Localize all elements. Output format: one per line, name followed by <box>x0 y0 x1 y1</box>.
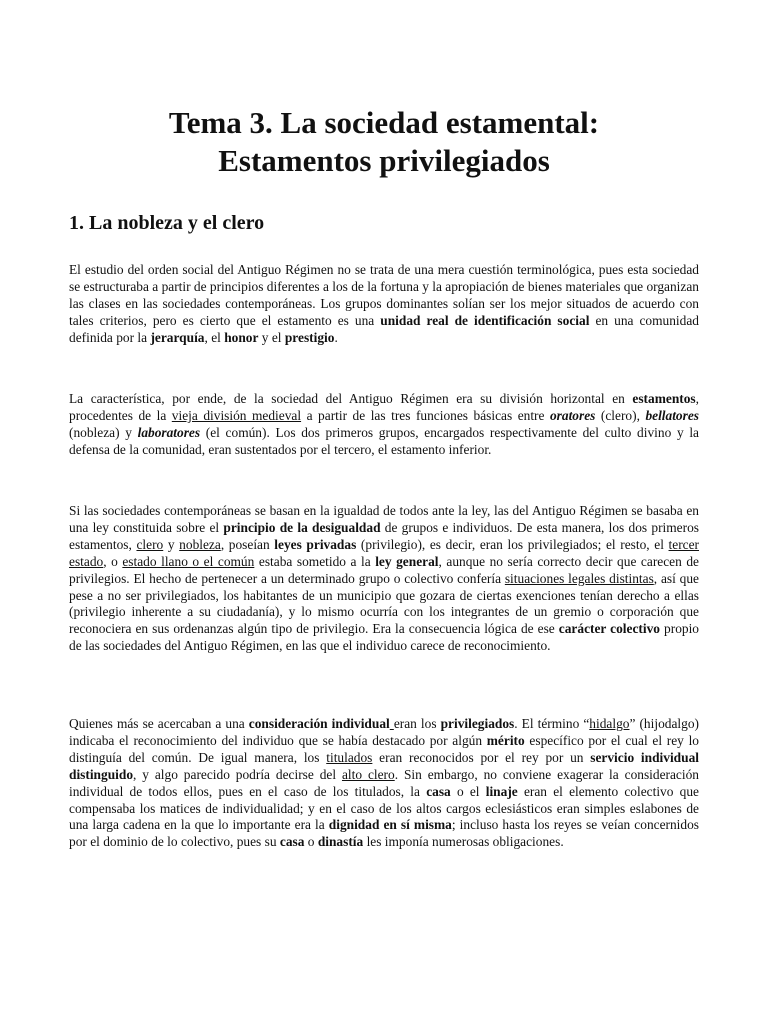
title-line-2: Estamentos privilegiados <box>218 143 550 178</box>
bold-term: casa <box>426 783 451 799</box>
underlined-term: titulados <box>326 749 373 765</box>
bold-term: prestigio <box>284 329 335 345</box>
bold-term: dignidad en sí misma <box>328 817 452 833</box>
paragraph-2: La característica, por ende, de la sociedad del Antiguo Régimen era su división horizontal en estamentos, procedentes de la vieja división medieval a partir de las tres funciones básicas entre oratores (clero), bellatores (nobleza) y laboratores (el común). Los dos primeros grupos, encargados respectivamente del culto divino y la defensa de la comunidad, eran sustentados por el tercero, el estamento inferior. <box>69 391 699 457</box>
bold-term: ley general <box>375 553 439 569</box>
underlined-term: alto clero <box>341 766 395 782</box>
bold-term: casa <box>279 834 305 850</box>
bold-term: linaje <box>485 783 518 799</box>
paragraph-3: Si las sociedades contemporáneas se basan en la igualdad de todos ante la ley, las del Antiguo Régimen se basaba en una ley constituida sobre el principio de la desigualdad de grupos e individuos. De esta manera, los dos primeros estamentos, clero y nobleza, poseían leyes privadas (privilegio), es decir, eran los privilegiados; el resto, el tercer estado, o estado llano o el común estaba sometido a la ley general, aunque no sería correcto decir que carecen de privilegios. El hecho de pertenecer a un determinado grupo o colectivo confería situaciones legales distintas, así que pese a no ser privilegiados, los habitantes de un municipio que gozara de ciertas exenciones tenían derecho a ellas (privilegio inherente a su ciudadanía), y lo mismo ocurría con los integrantes de un gremio o corporación que reconociera en sus ordenanzas algún tipo de privilegio. Era la consecuencia lógica de ese carácter colectivo propio de las sociedades del Antiguo Régimen, en las que el individuo carece de reconocimiento. <box>69 503 700 654</box>
bold-term: carácter colectivo <box>558 621 660 637</box>
bold-term: consideración individual <box>248 716 390 731</box>
bold-term: principio de la desigualdad <box>223 519 381 535</box>
underlined-term: situaciones legales distintas <box>504 570 654 586</box>
bold-term: unidad real de identificación social <box>380 312 590 328</box>
bold-term: leyes privadas <box>274 536 357 552</box>
underlined-term: nobleza <box>179 536 221 552</box>
underlined-term: clero <box>136 536 164 552</box>
bold-italic-term: oratores <box>549 407 596 423</box>
underlined-term: vieja división medieval <box>171 407 302 423</box>
bold-italic-term: bellatores <box>645 407 699 423</box>
bold-term: privilegiados <box>440 716 515 731</box>
bold-italic-term: laboratores <box>137 424 201 440</box>
bold-term: jerarquía <box>150 329 205 345</box>
underlined-term: tercer estado <box>69 536 700 569</box>
paragraph-4: Quienes más se acercaban a una consideración individual eran los privilegiados. El término “hidalgo” (hijodalgo) indicaba el reconocimiento del individuo que se había destacado por algún mérito específico por el cual el rey lo distinguía del común. De igual manera, los titulados eran reconocidos por el rey por un servicio individual distinguido, y algo parecido podría decirse del alto clero. Sin embargo, no conviene exagerar la consideración individual de todos ellos, pues en el caso de los titulados, la casa o el linaje eran el elemento colectivo que compensaba los matices de individualidad; y en el caso de los altos cargos eclesiásticos eran simples eslabones de una larga cadena en la que lo importante era la dignidad en sí misma; incluso hasta los reyes se veían concernidos por el dominio de lo colectivo, pues su casa o dinastía les imponía numerosas obligaciones. <box>69 716 700 850</box>
bold-term: estamentos <box>632 391 696 406</box>
title-line-1: Tema 3. La sociedad estamental: <box>168 105 600 140</box>
bold-term: servicio individual distinguido <box>69 749 699 782</box>
paragraph-1: El estudio del orden social del Antiguo Régimen no se trata de una mera cuestión terminológica, pues esta sociedad se estructuraba a partir de principios diferentes a los de la fortuna y la apropiación de bienes materiales que organizan las clases en las sociedades contemporáneas. Los grupos dominantes solían ser los mejor situados de acuerdo con tales criterios, pero es cierto que el estamento es una unidad real de identificación social en una comunidad definida por la jerarquía, el honor y el prestigio. <box>69 262 699 345</box>
underlined-term: estado llano o el común <box>122 553 255 569</box>
bold-term: dinastía <box>317 834 364 850</box>
section-heading: 1. La nobleza y el clero <box>69 212 265 234</box>
page-title <box>0 104 768 180</box>
bold-term: mérito <box>486 732 525 748</box>
underlined-term: hidalgo <box>589 716 630 731</box>
bold-term: honor <box>224 329 259 345</box>
